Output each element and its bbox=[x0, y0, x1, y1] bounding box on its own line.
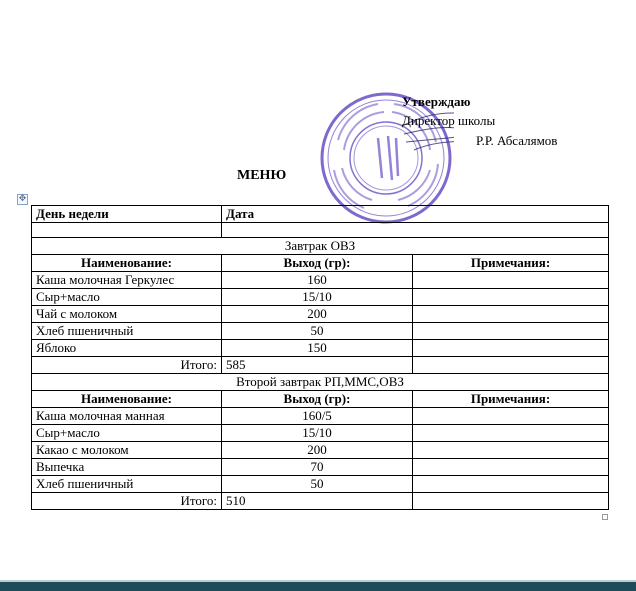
item-name: Каша молочная Геркулес bbox=[32, 272, 222, 289]
item-output: 50 bbox=[222, 476, 413, 493]
bottom-bar bbox=[0, 582, 636, 591]
table-resize-handle[interactable] bbox=[602, 514, 608, 520]
item-name: Чай с молоком bbox=[32, 306, 222, 323]
total-row bbox=[32, 357, 609, 374]
col-output-header: Выход (гр): bbox=[222, 255, 413, 272]
item-name: Сыр+масло bbox=[32, 289, 222, 306]
table-row bbox=[32, 289, 609, 306]
second-breakfast-title: Второй завтрак РП,ММС,ОВЗ bbox=[32, 374, 609, 391]
item-notes bbox=[413, 323, 609, 340]
table-row bbox=[32, 442, 609, 459]
col-output-header: Выход (гр): bbox=[222, 391, 413, 408]
column-header-row bbox=[32, 255, 609, 272]
item-output: 160 bbox=[222, 272, 413, 289]
item-output: 50 bbox=[222, 323, 413, 340]
column-header-row bbox=[32, 391, 609, 408]
total-value: 585 bbox=[222, 357, 413, 374]
menu-title: МЕНЮ bbox=[237, 168, 287, 183]
item-notes bbox=[413, 425, 609, 442]
date-label: Дата bbox=[222, 206, 609, 223]
section-title-row bbox=[32, 238, 609, 255]
item-name: Выпечка bbox=[32, 459, 222, 476]
table-row bbox=[32, 340, 609, 357]
total-label: Итого: bbox=[32, 357, 222, 374]
item-output: 15/10 bbox=[222, 289, 413, 306]
item-output: 150 bbox=[222, 340, 413, 357]
approval-title: Утверждаю bbox=[402, 94, 471, 109]
item-output: 15/10 bbox=[222, 425, 413, 442]
day-of-week-label: День недели bbox=[32, 206, 222, 223]
table-row bbox=[32, 323, 609, 340]
item-name: Хлеб пшеничный bbox=[32, 323, 222, 340]
item-name: Хлеб пшеничный bbox=[32, 476, 222, 493]
item-output: 160/5 bbox=[222, 408, 413, 425]
total-value: 510 bbox=[222, 493, 413, 510]
header-row bbox=[32, 206, 609, 223]
item-output: 200 bbox=[222, 442, 413, 459]
section-title-row bbox=[32, 374, 609, 391]
item-name: Сыр+масло bbox=[32, 425, 222, 442]
table-row bbox=[32, 408, 609, 425]
breakfast-title: Завтрак ОВЗ bbox=[32, 238, 609, 255]
total-row bbox=[32, 493, 609, 510]
col-name-header: Наименование: bbox=[32, 391, 222, 408]
table-row bbox=[32, 459, 609, 476]
table-row bbox=[32, 272, 609, 289]
col-notes-header: Примечания: bbox=[413, 255, 609, 272]
item-notes bbox=[413, 442, 609, 459]
total-label: Итого: bbox=[32, 493, 222, 510]
table-row bbox=[32, 306, 609, 323]
item-notes bbox=[413, 340, 609, 357]
item-notes bbox=[413, 272, 609, 289]
item-name: Каша молочная манная bbox=[32, 408, 222, 425]
item-name: Яблоко bbox=[32, 340, 222, 357]
item-notes bbox=[413, 408, 609, 425]
table-row bbox=[32, 476, 609, 493]
table-row bbox=[32, 425, 609, 442]
item-notes bbox=[413, 459, 609, 476]
item-notes bbox=[413, 476, 609, 493]
item-notes bbox=[413, 289, 609, 306]
col-notes-header: Примечания: bbox=[413, 391, 609, 408]
item-output: 70 bbox=[222, 459, 413, 476]
item-output: 200 bbox=[222, 306, 413, 323]
col-name-header: Наименование: bbox=[32, 255, 222, 272]
approval-position: Директор школы bbox=[402, 113, 496, 128]
spacer-row bbox=[32, 223, 609, 238]
menu-table bbox=[31, 205, 609, 510]
table-move-handle-icon[interactable]: ✥ bbox=[18, 194, 27, 204]
item-name: Какао с молоком bbox=[32, 442, 222, 459]
approval-name: Р.Р. Абсалямов bbox=[476, 133, 558, 148]
item-notes bbox=[413, 306, 609, 323]
